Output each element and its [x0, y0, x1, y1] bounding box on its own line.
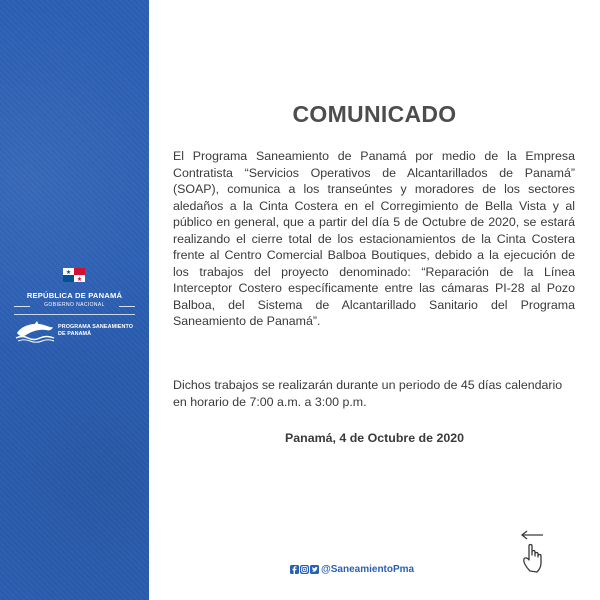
instagram-icon[interactable]: [300, 565, 309, 574]
dolphin-logo-icon: [14, 319, 56, 343]
announcement-paragraph-2: Dichos trabajos se realizarán durante un periodo de 45 días calendario en horario de 7:00 a.m. a 3:00 p.m.: [173, 378, 563, 409]
sidebar-panel: [0, 0, 149, 600]
programa-label: [58, 324, 142, 338]
programa-line1: PROGRAMA SANEAMIENTO: [58, 324, 134, 330]
page-title: COMUNICADO: [292, 101, 457, 127]
facebook-icon[interactable]: [290, 565, 299, 574]
social-bar: [290, 563, 470, 577]
swipe-hand-icon: [517, 529, 551, 575]
dateline: Panamá, 4 de Octubre de 2020: [284, 431, 465, 445]
gobierno-label: GOBIERNO NACIONAL: [44, 302, 105, 308]
logo-divider: [14, 314, 135, 315]
programa-line2: DE PANAMÁ: [58, 331, 92, 337]
announcement-paragraph-1: El Programa Saneamiento de Panamá por medio de la Empresa Contratista “Servicios Operativos de Alcantarillados de Panamá” (SOAP), comunica a los transeúntes y moradores de los sectores aledaños a la Cinta Costera en el Corregimiento de Bella Vista y al público en general, que a partir del día 5 de Octubre de 2020, se estará realizando el cierre total de los estacionamientos de la Cinta Costera frente al Centro Comercial Balboa Boutiques, debido a la ejecución de los trabajos del proyecto denominado: “Reparación de la Línea Interceptor Costero específicamente entre las cámaras PI-28 al Pozo Balboa, del Sistema de Alcantarillado Sanitario del Programa Saneamiento de Panamá”.: [173, 149, 575, 328]
divider-right: [119, 306, 135, 307]
gobierno-row: [14, 301, 135, 311]
twitter-icon[interactable]: [310, 565, 319, 574]
republica-label: REPÚBLICA DE PANAMÁ: [26, 291, 123, 300]
social-handle[interactable]: @SaneamientoPma: [321, 564, 415, 575]
panama-flag-icon: [63, 268, 85, 282]
